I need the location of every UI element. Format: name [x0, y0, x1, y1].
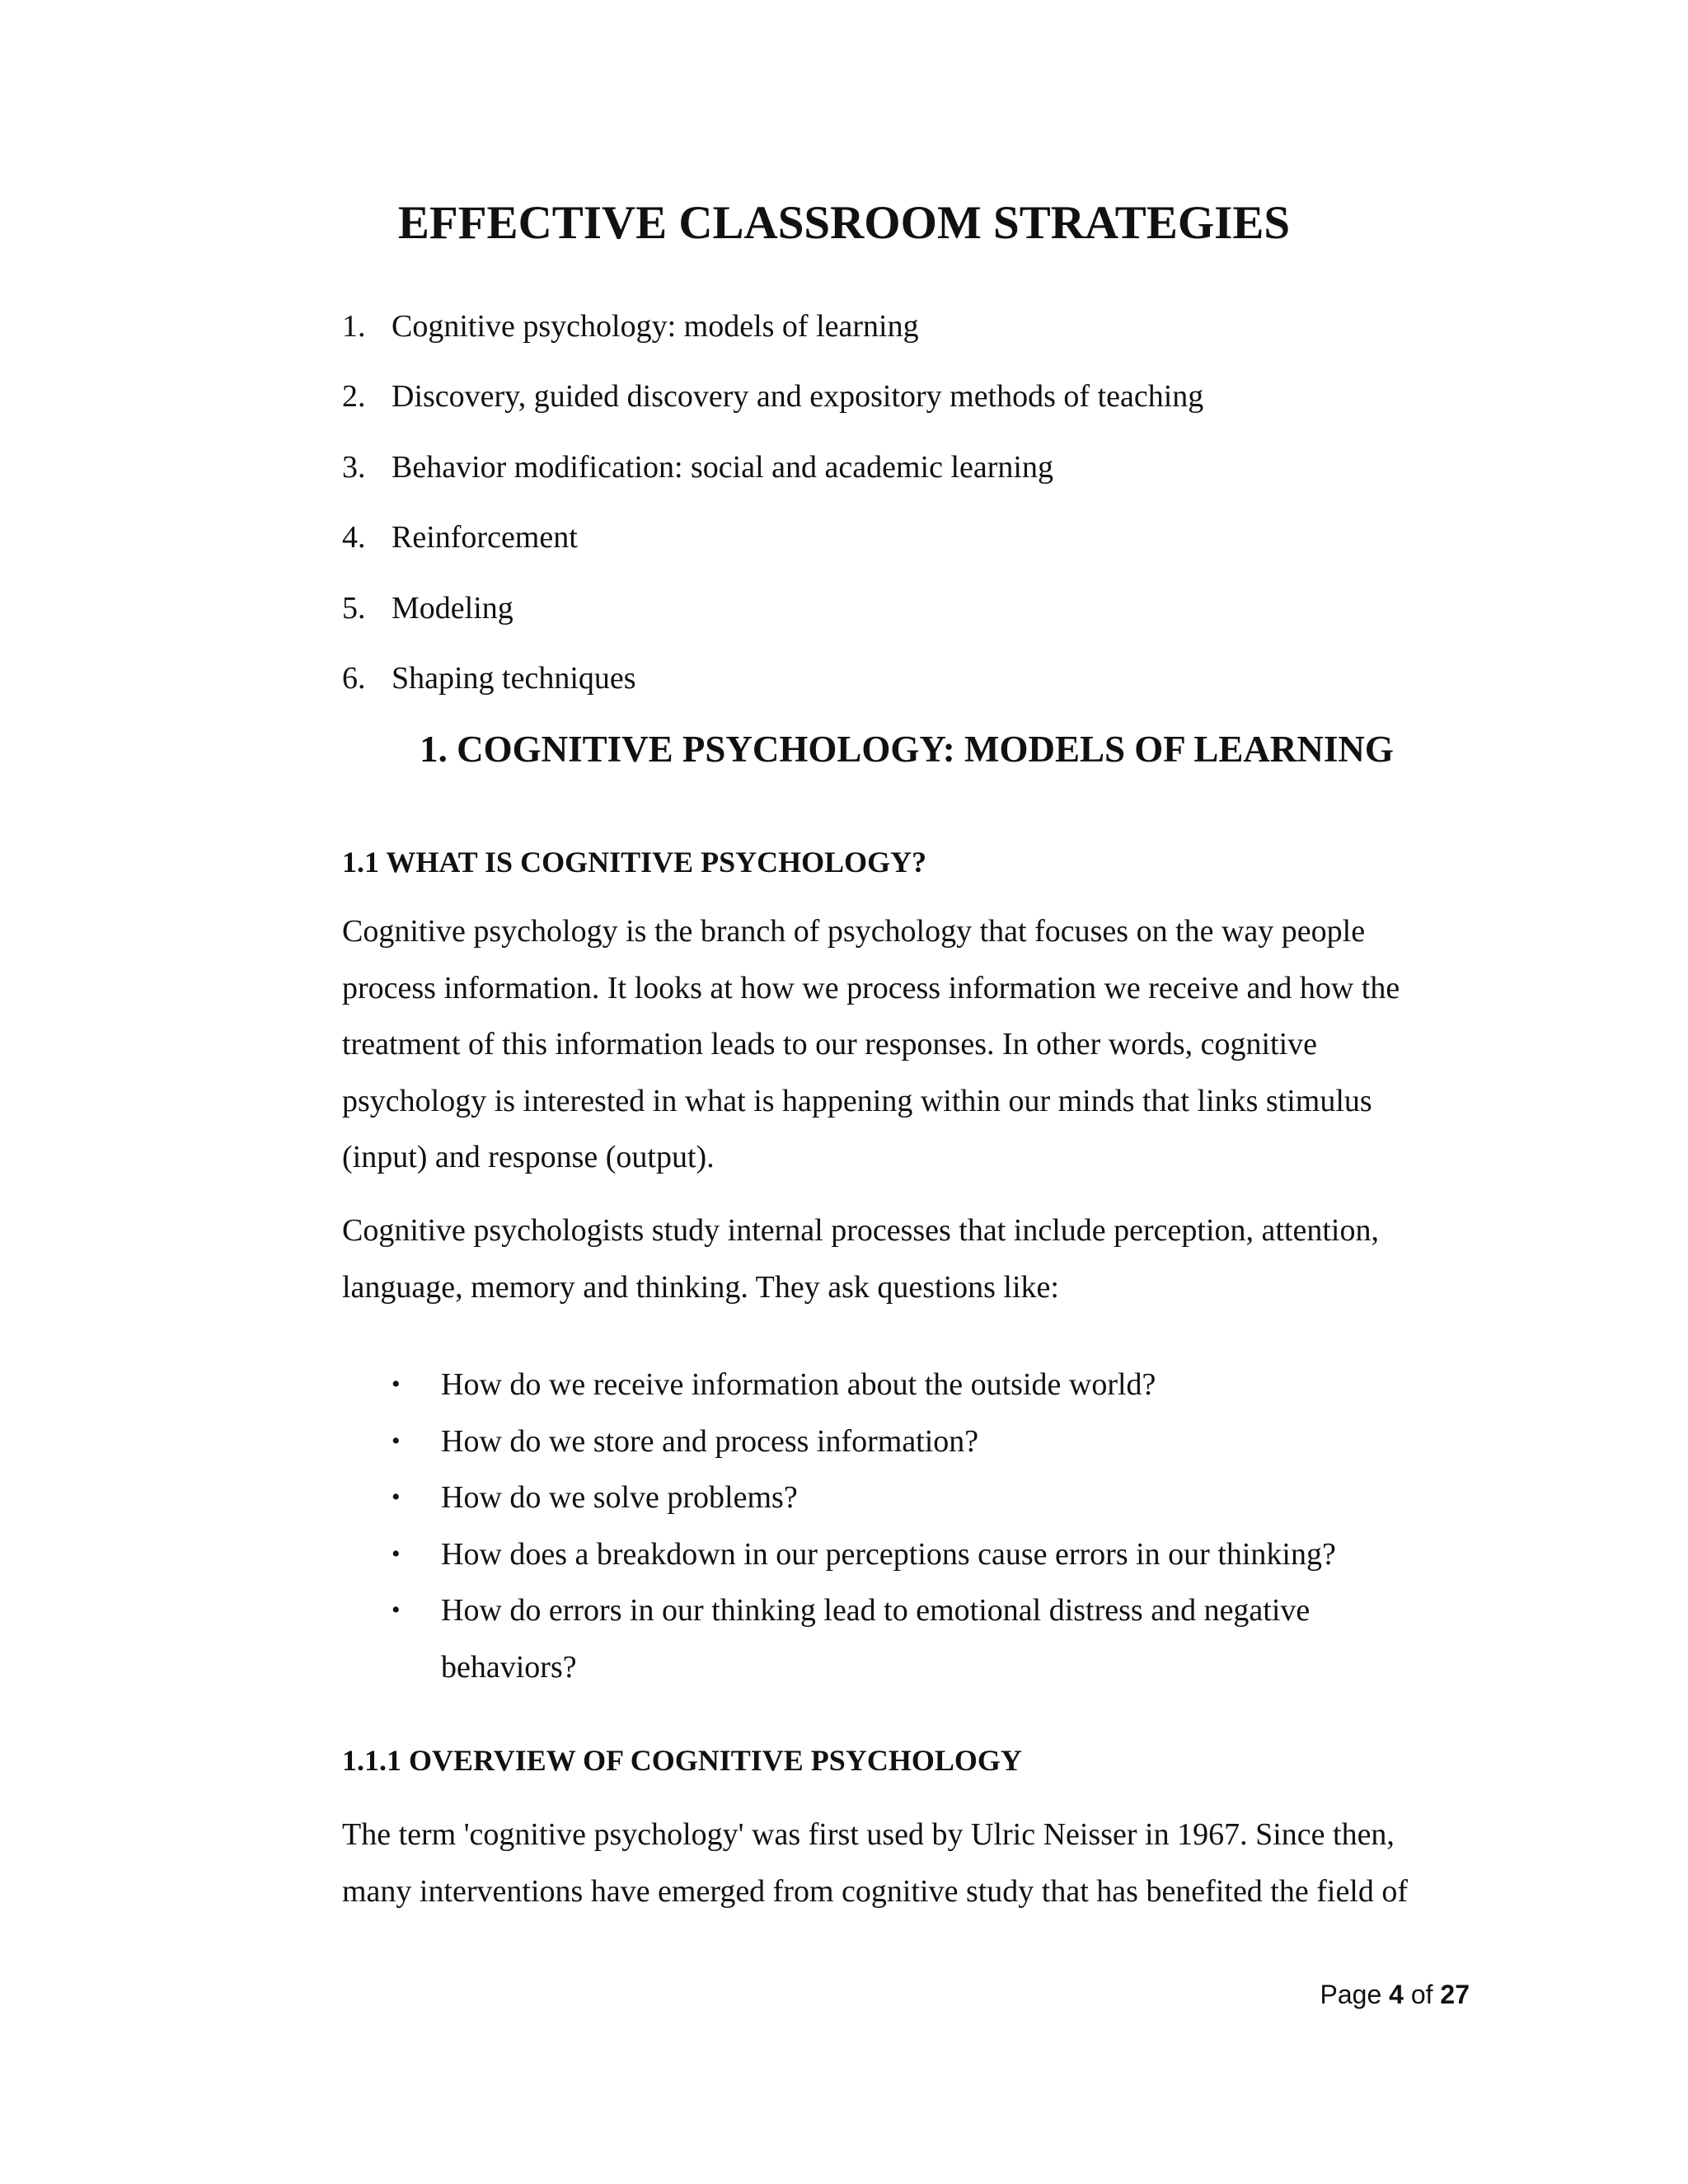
paragraph-line: (input) and response (output). — [342, 1140, 715, 1174]
paragraph-line: The term 'cognitive psychology' was first used by Ulric Neisser in 1967. Since then, — [342, 1817, 1395, 1852]
paragraph-line: Cognitive psychology is the branch of psychology that focuses on the way people — [342, 914, 1366, 949]
page-label: Page — [1320, 1980, 1382, 2009]
of-label: of — [1410, 1980, 1433, 2009]
question-list-item — [342, 1582, 1336, 1695]
topic-number: 6. — [342, 660, 366, 696]
question-list-item — [342, 1357, 1336, 1413]
subsection-heading: 1.1.1 OVERVIEW OF COGNITIVE PSYCHOLOGY — [342, 1744, 1022, 1777]
page-number-footer — [1320, 1975, 1470, 2014]
topic-list-item — [342, 302, 1203, 372]
paragraph-definition — [342, 903, 1400, 1186]
subsection-heading: 1.1 WHAT IS COGNITIVE PSYCHOLOGY? — [342, 846, 927, 879]
paragraph-overview — [342, 1807, 1408, 1919]
current-page-number: 4 — [1389, 1980, 1404, 2009]
question-text-continuation: behaviors? — [441, 1649, 577, 1685]
topic-number: 2. — [342, 379, 366, 415]
bullet-icon: • — [392, 1540, 401, 1568]
paragraph-line: psychology is interested in what is happening within our minds that links stimulus — [342, 1083, 1372, 1118]
topic-number: 5. — [342, 590, 366, 626]
question-text: How do we receive information about the outside world? — [441, 1367, 1156, 1402]
question-text: How do we solve problems? — [441, 1480, 798, 1515]
question-list-item — [342, 1526, 1336, 1583]
topic-number: 1. — [342, 309, 366, 344]
paragraph-line: Cognitive psychologists study internal processes that include perception, attention, — [342, 1213, 1379, 1248]
paragraph-processes — [342, 1202, 1379, 1315]
topic-list-item — [342, 372, 1203, 442]
bullet-icon: • — [392, 1427, 401, 1455]
topic-text: Modeling — [392, 590, 513, 626]
topic-number: 3. — [342, 449, 366, 485]
paragraph-line: language, memory and thinking. They ask questions like: — [342, 1269, 1059, 1305]
paragraph-line: treatment of this information leads to our responses. In other words, cognitive — [342, 1027, 1318, 1062]
topic-text: Cognitive psychology: models of learning — [392, 309, 919, 344]
question-list — [342, 1357, 1336, 1695]
total-page-count: 27 — [1440, 1980, 1470, 2009]
question-list-item — [342, 1469, 1336, 1526]
topic-list-item — [342, 583, 1203, 654]
question-text: How do errors in our thinking lead to emotional distress and negative — [441, 1593, 1311, 1628]
paragraph-line: process information. It looks at how we process information we receive and how the — [342, 970, 1400, 1005]
topic-list — [342, 302, 1203, 724]
bullet-icon: • — [392, 1483, 401, 1511]
question-list-item — [342, 1413, 1336, 1470]
topic-list-item — [342, 513, 1203, 583]
question-text: How does a breakdown in our perceptions cause errors in our thinking? — [441, 1536, 1336, 1572]
topic-list-item — [342, 654, 1203, 724]
topic-text: Discovery, guided discovery and expository methods of teaching — [392, 379, 1204, 415]
bullet-icon: • — [392, 1596, 401, 1624]
paragraph-line: many interventions have emerged from cognitive study that has benefited the field of — [342, 1873, 1409, 1909]
document-title: EFFECTIVE CLASSROOM STRATEGIES — [397, 197, 1291, 249]
bullet-icon: • — [392, 1371, 401, 1398]
section-heading: 1. COGNITIVE PSYCHOLOGY: MODELS OF LEARNING — [420, 729, 1394, 770]
question-text: How do we store and process information? — [441, 1423, 979, 1459]
topic-text: Shaping techniques — [392, 660, 636, 696]
topic-number: 4. — [342, 520, 366, 555]
topic-list-item — [342, 443, 1203, 513]
topic-text: Reinforcement — [392, 520, 578, 555]
topic-text: Behavior modification: social and academic learning — [392, 449, 1053, 485]
